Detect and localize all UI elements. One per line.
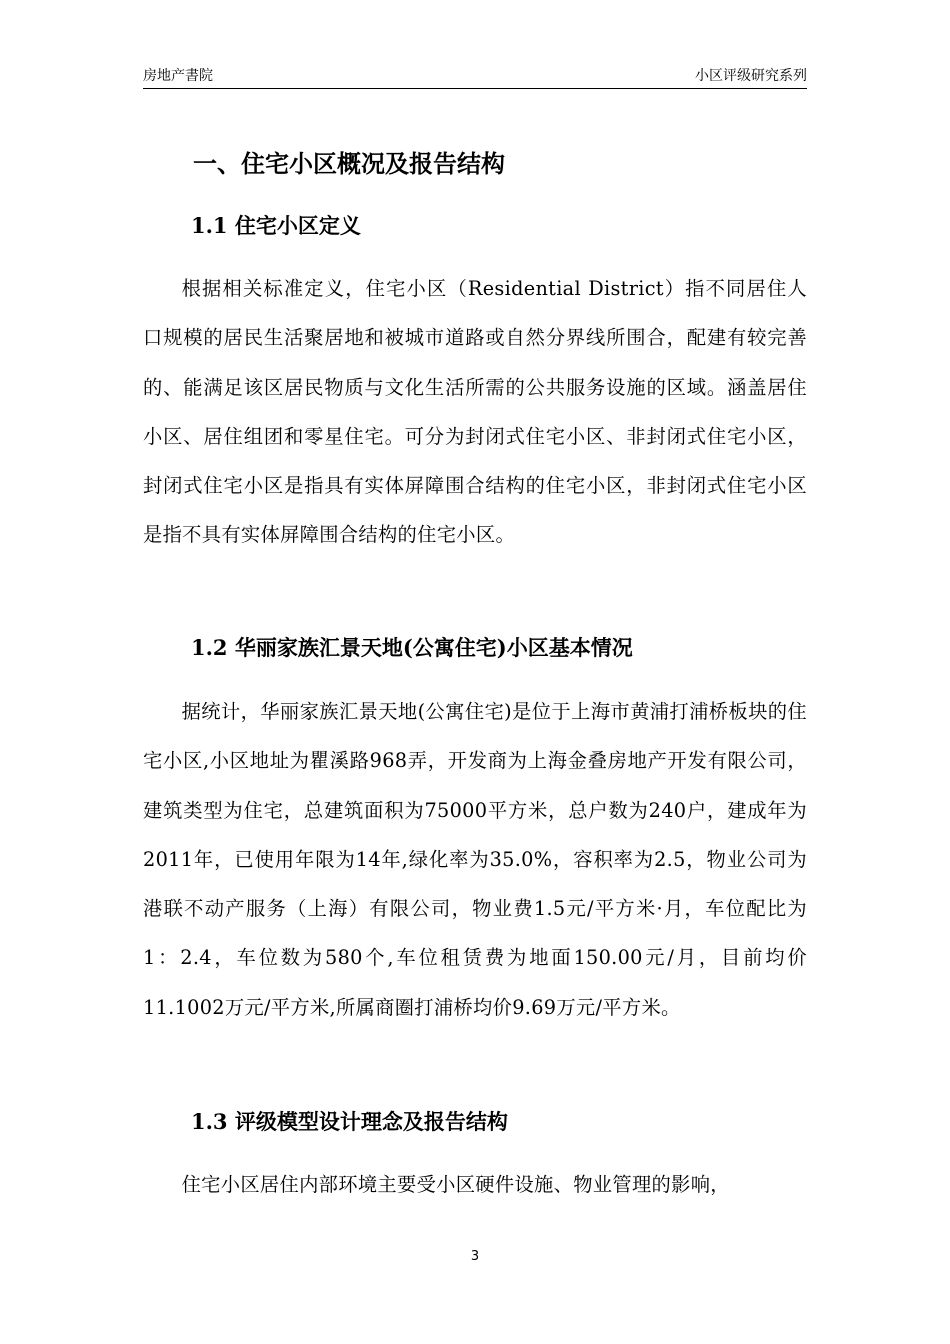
subsection-title-1-3: 1.3 评级模型设计理念及报告结构 — [191, 1109, 508, 1134]
header-publisher: 房地产書院 — [143, 68, 213, 84]
paragraph-definition: 根据相关标准定义，住宅小区（Residential District）指不同居住人口规模的居民生活聚居地和被城市道路或自然分界线所围合，配建有较完善的、能满足该区居民物质与文化生活所需的公共服务设施的区域。涵盖居住小区、居住组团和零星住宅。可分为封闭式住宅小区、非封闭式住宅小区，封闭式住宅小区是指具有实体屏障围合结构的住宅小区，非封闭式住宅小区是指不具有实体屏障围合结构的住宅小区。 — [143, 277, 807, 547]
subsection-title-1-2: 1.2 华丽家族汇景天地(公寓住宅)小区基本情况 — [191, 635, 633, 660]
page-header — [143, 66, 807, 89]
page-number: 3 — [470, 1249, 480, 1264]
subsection-title-1-1: 1.1 住宅小区定义 — [191, 213, 361, 238]
paragraph-model-design: 住宅小区居住内部环境主要受小区硬件设施、物业管理的影响， — [181, 1173, 730, 1196]
section-title: 一、住宅小区概况及报告结构 — [193, 149, 505, 178]
header-series-title: 小区评级研究系列 — [695, 68, 807, 84]
paragraph-community-info: 据统计，华丽家族汇景天地(公寓住宅)是位于上海市黄浦打浦桥板块的住宅小区,小区地址为瞿溪路968弄，开发商为上海金叠房地产开发有限公司，建筑类型为住宅，总建筑面积为75000平方米，总户数为240户，建成年为2011年，已使用年限为14年,绿化率为35.0%，容积率为2.5，物业公司为港联不动产服务（上海）有限公司，物业费1.5元/平方米·月，车位配比为1：2.4，车位数为580个,车位租赁费为地面150.00元/月，目前均价11.1002万元/平方米,所属商圈打浦桥均价9.69万元/平方米。 — [143, 700, 807, 1019]
